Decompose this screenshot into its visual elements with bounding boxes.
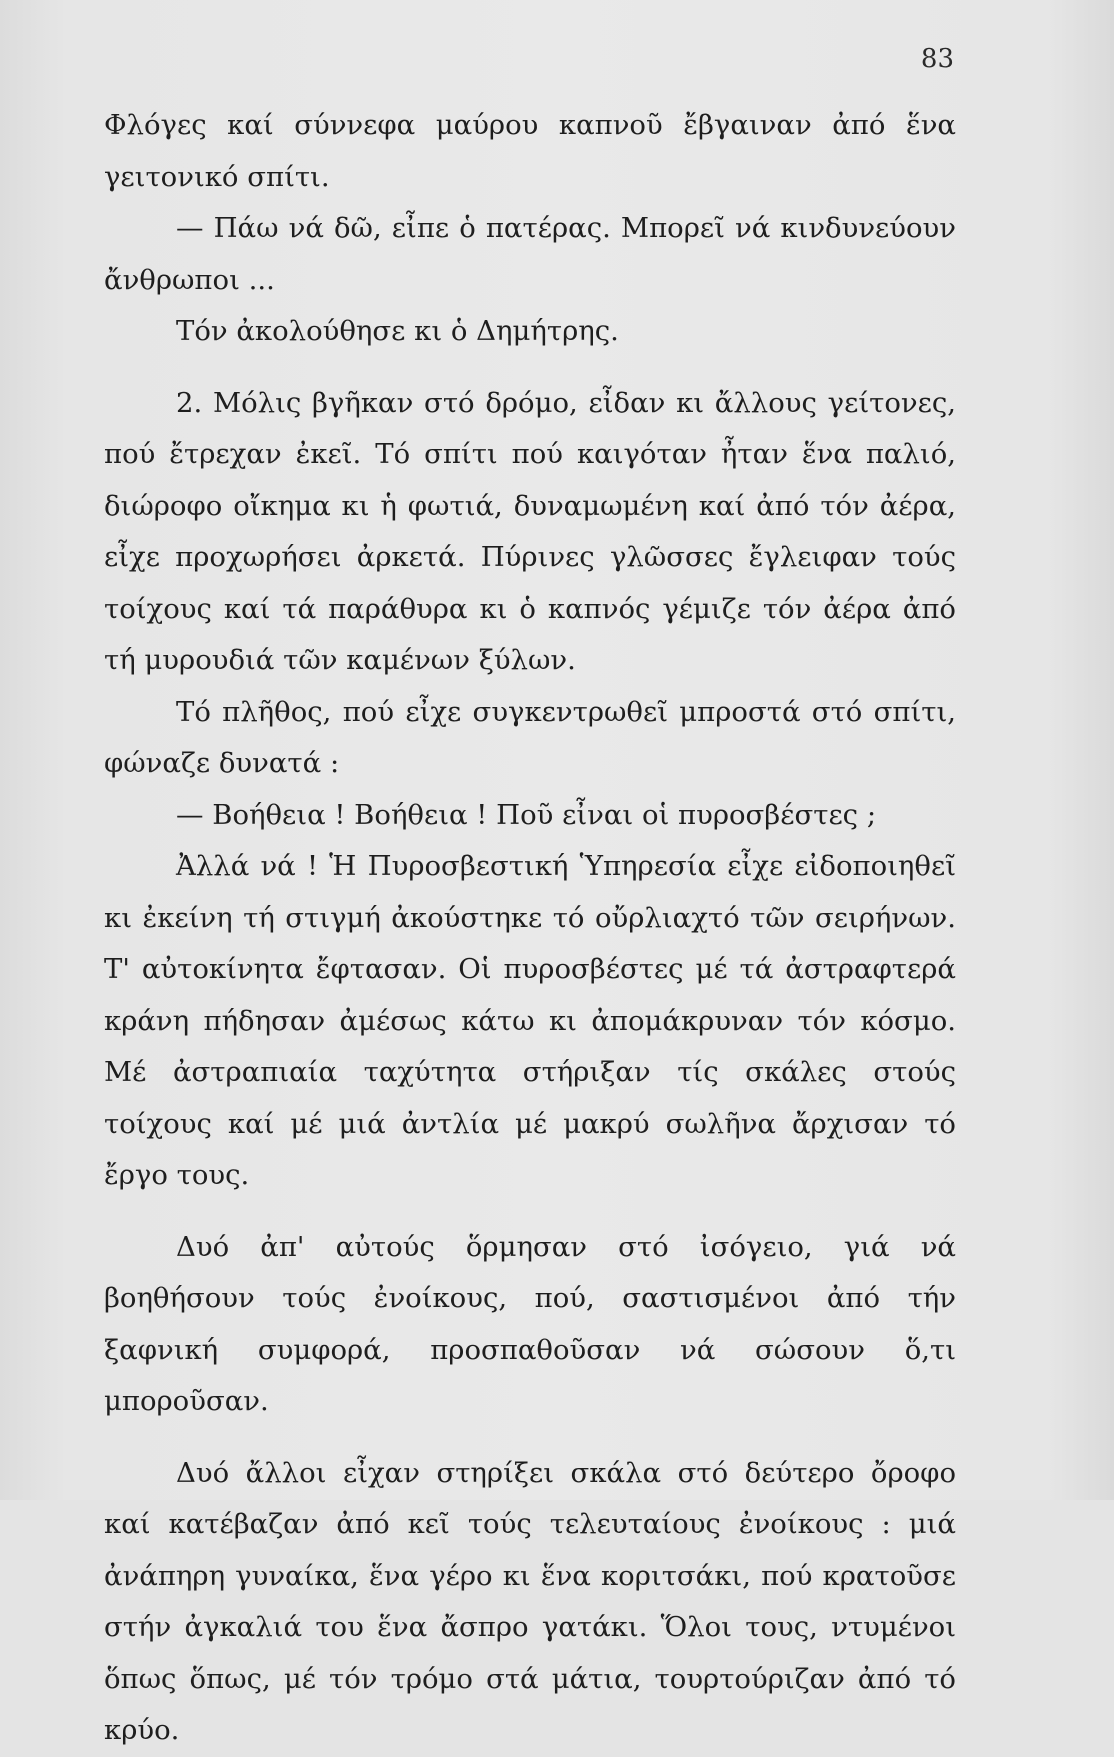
paragraph-section-2: 2. Μόλις βγῆκαν στό δρόμο, εἶδαν κι ἄλλους γείτονες, πού ἔτρεχαν ἐκεῖ. Τό σπίτι πού καιγόταν ἦταν ἕνα παλιό, διώροφο οἴκημα κι ἡ φωτιά, δυναμωμένη καί ἀπό τόν ἀέρα, εἶχε προχωρήσει ἀρκετά. Πύρινες γλῶσσες ἔγλειφαν τούς τοίχους καί τά παράθυρα κι ὁ καπνός γέμιζε τόν ἀέρα ἀπό τή μυρουδιά τῶν καμένων ξύλων. bbox=[104, 386, 956, 676]
paragraph-crowd: Τό πλῆθος, πού εἶχε συγκεντρωθεῖ μπροστά στό σπίτι, φώναζε δυνατά : bbox=[104, 695, 956, 779]
paragraph-help-cry: — Βοήθεια ! Βοήθεια ! Ποῦ εἶναι οἱ πυροσβέστες ; bbox=[176, 798, 877, 831]
paragraph-father-speaks: — Πάω νά δῶ, εἶπε ὁ πατέρας. Μπορεῖ νά κινδυνεύουν ἄνθρωποι ... bbox=[104, 212, 956, 296]
paragraph-second-floor: Δυό ἄλλοι εἶχαν στηρίξει σκάλα στό δεύτερο ὄροφο καί κατέβαζαν ἀπό κεῖ τούς τελευταίους ἐνοίκους : μιά ἀνάπηρη γυναίκα, ἕνα γέρο κι ἕνα κοριτσάκι, πού κρατοῦσε στήν ἀγκαλιά του ἕνα ἄσπρο γατάκι. Ὅλοι τους, ντυμένοι ὅπως ὅπως, μέ τόν τρόμο στά μάτια, τουρτούριζαν ἀπό τό κρύο. bbox=[104, 1456, 956, 1746]
paragraph-fire-service: Ἀλλά νά ! Ἡ Πυροσβεστική Ὑπηρεσία εἶχε εἰδοποιηθεῖ κι ἐκείνη τή στιγμή ἀκούστηκε τό οὔρλιαχτό τῶν σειρήνων. Τ' αὐτοκίνητα ἔφτασαν. Οἱ πυροσβέστες μέ τά ἀστραφτερά κράνη πήδησαν ἀμέσως κάτω κι ἀπομάκρυναν τόν κόσμο. Μέ ἀστραπιαία ταχύτητα στήριξαν τίς σκάλες στούς τοίχους καί μέ μιά ἀντλία μέ μακρύ σωλῆνα ἄρχισαν τό ἔργο τους. bbox=[104, 850, 956, 1191]
body-text bbox=[104, 100, 956, 1757]
paragraph-flames: Φλόγες καί σύννεφα μαύρου καπνοῦ ἔβγαιναν ἀπό ἕνα γειτονικό σπίτι. bbox=[104, 109, 956, 193]
page-number: 83 bbox=[920, 44, 954, 74]
paragraph-ground-floor: Δυό ἀπ' αὐτούς ὅρμησαν στό ἰσόγειο, γιά νά βοηθήσουν τούς ἐνοίκους, πού, σαστισμένοι ἀπό τήν ξαφνική συμφορά, προσπαθοῦσαν νά σώσουν ὅ,τι μποροῦσαν. bbox=[104, 1230, 956, 1417]
paragraph-dimitris-follows: Τόν ἀκολούθησε κι ὁ Δημήτρης. bbox=[176, 315, 619, 347]
